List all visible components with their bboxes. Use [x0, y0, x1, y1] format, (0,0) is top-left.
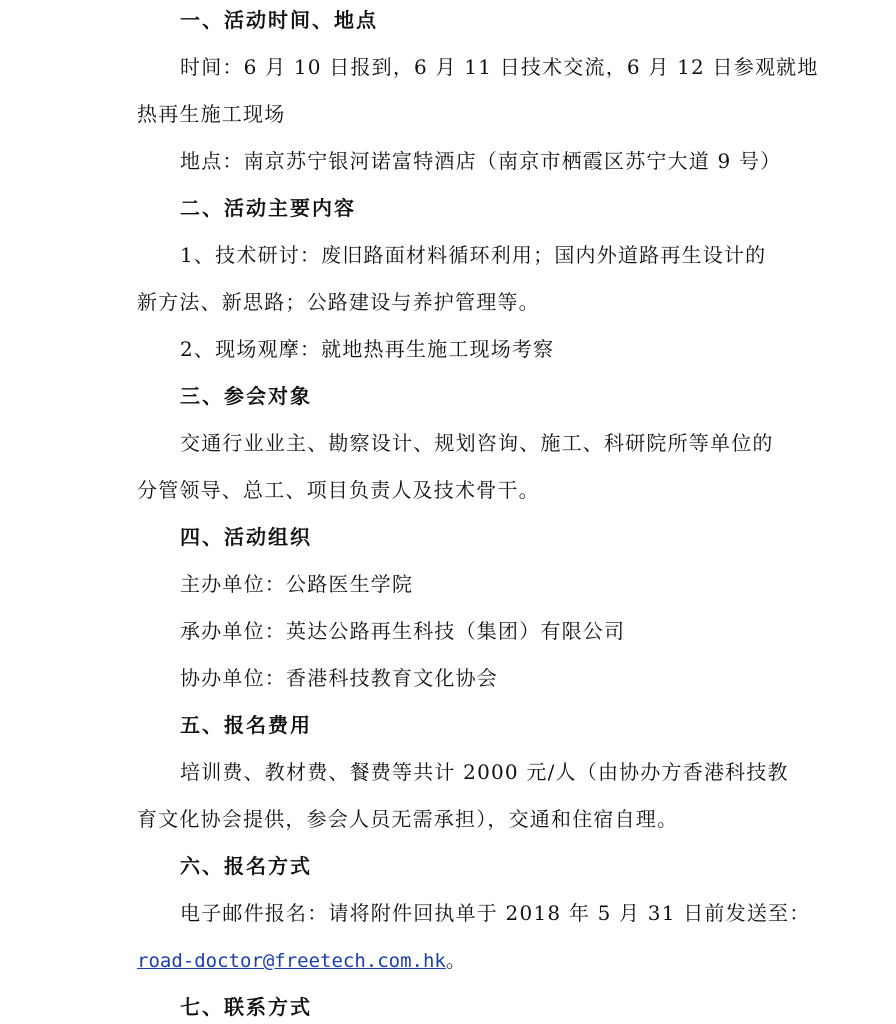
section-heading-time-place: 一、活动时间、地点: [180, 8, 378, 32]
attendees-line1: 交通行业业主、勘察设计、规划咨询、施工、科研院所等单位的: [180, 431, 774, 455]
section-heading-fees: 五、报名费用: [180, 713, 312, 737]
section-heading-contact: 七、联系方式: [180, 995, 312, 1019]
section-heading-content: 二、活动主要内容: [180, 196, 356, 220]
section-heading-registration: 六、报名方式: [180, 854, 312, 878]
time-text-line1: 时间：6 月 10 日报到，6 月 11 日技术交流，6 月 12 日参观就地: [180, 55, 819, 79]
registration-email-line: [137, 946, 777, 975]
content-item2: 2、现场观摩：就地热再生施工现场考察: [180, 337, 555, 361]
time-text-line2: 热再生施工现场: [137, 102, 286, 126]
fees-line1: 培训费、教材费、餐费等共计 2000 元/人（由协办方香港科技教: [180, 760, 789, 784]
co-organizer-unit: 协办单位：香港科技教育文化协会: [180, 666, 498, 690]
attendees-line2: 分管领导、总工、项目负责人及技术骨干。: [137, 478, 540, 502]
email-suffix: 。: [445, 948, 468, 972]
email-link[interactable]: road-doctor@freetech.com.hk: [137, 950, 446, 972]
content-item1-line1: 1、技术研讨：废旧路面材料循环利用；国内外道路再生设计的: [180, 243, 767, 267]
fees-line2: 育文化协会提供，参会人员无需承担），交通和住宿自理。: [137, 807, 679, 831]
content-item1-line2: 新方法、新思路；公路建设与养护管理等。: [137, 290, 540, 314]
registration-line1: 电子邮件报名：请将附件回执单于 2018 年 5 月 31 日前发送至：: [180, 901, 811, 925]
organizer-unit: 承办单位：英达公路再生科技（集团）有限公司: [180, 619, 626, 643]
section-heading-organization: 四、活动组织: [180, 525, 312, 549]
host-unit: 主办单位：公路医生学院: [180, 572, 414, 596]
place-text: 地点：南京苏宁银河诺富特酒店（南京市栖霞区苏宁大道 9 号）: [180, 149, 782, 173]
section-heading-attendees: 三、参会对象: [180, 384, 312, 408]
